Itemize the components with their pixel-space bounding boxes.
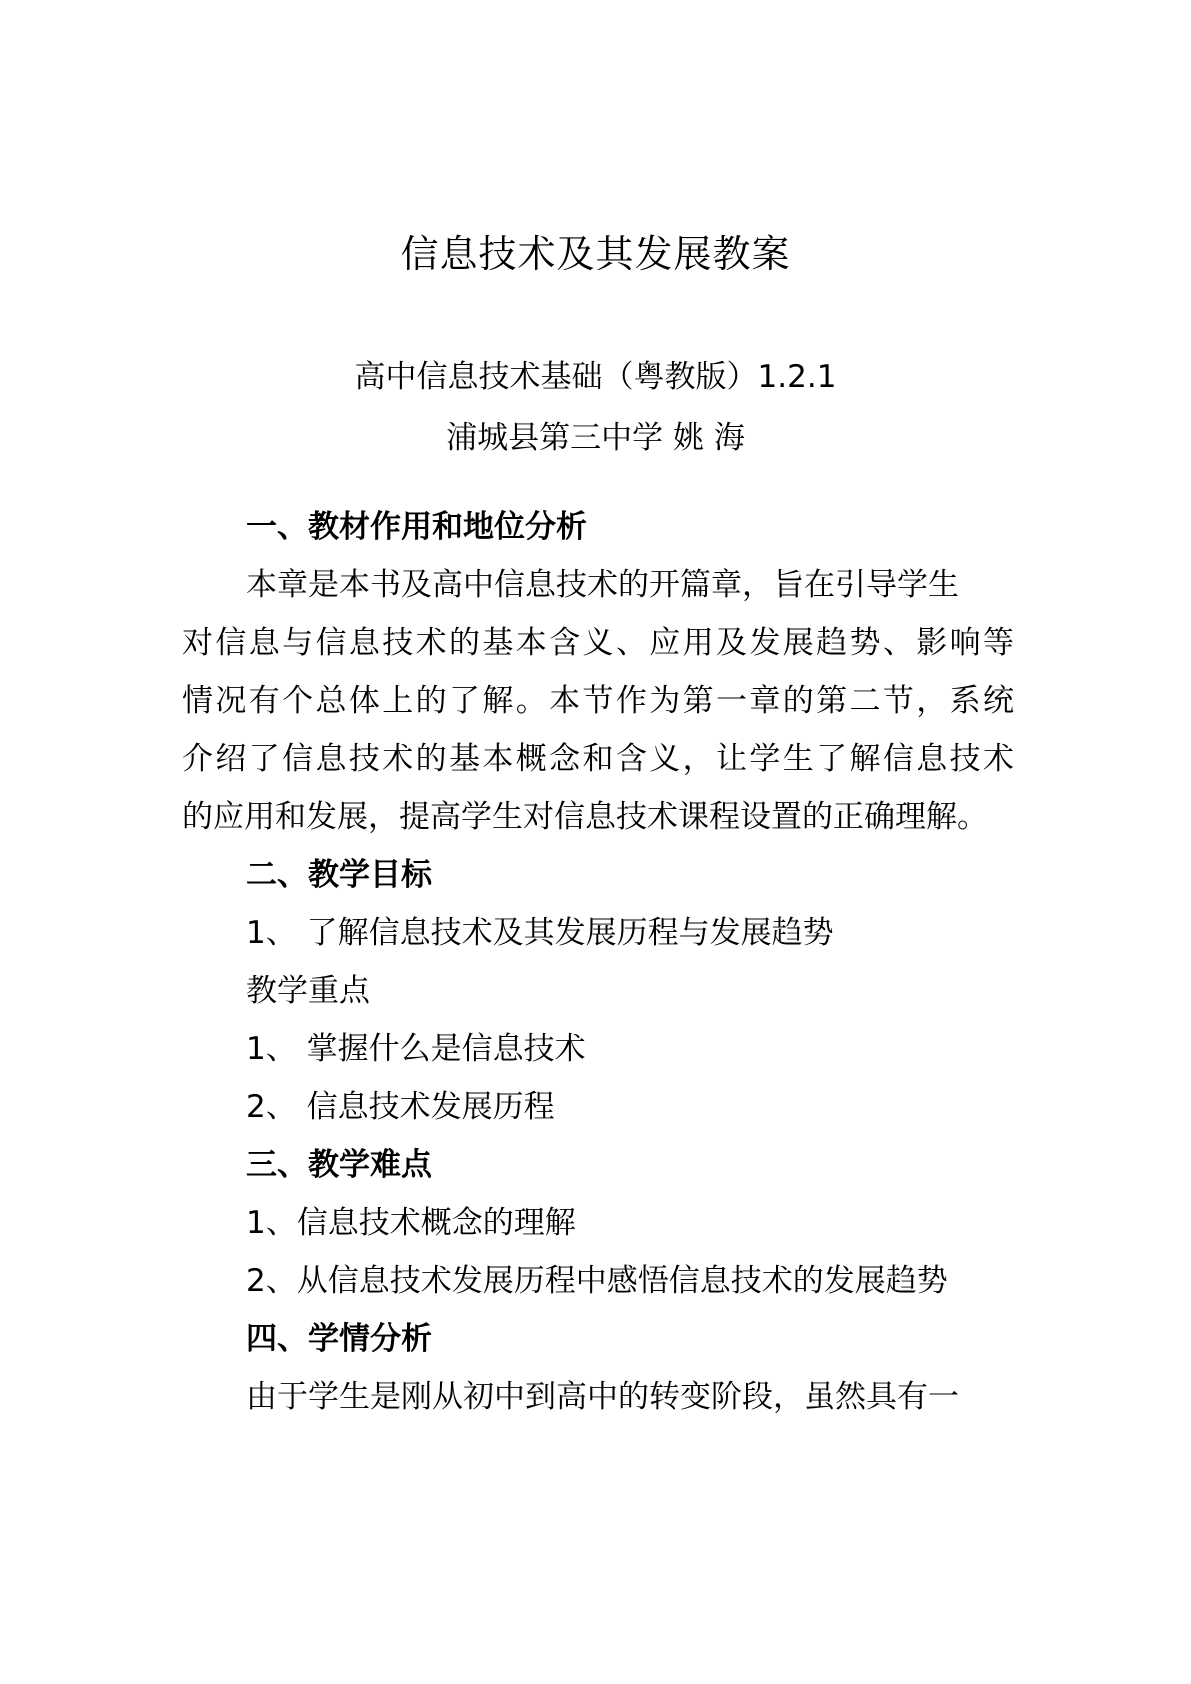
- section-heading: 四、学情分析: [246, 1321, 432, 1357]
- subheading-label: 教学重点: [246, 973, 370, 1009]
- paragraph-line: 的应用和发展，提高学生对信息技术课程设置的正确理解。: [182, 799, 988, 835]
- list-item: 2、 信息技术发展历程: [246, 1089, 555, 1125]
- paragraph-line: 对信息与信息技术的基本含义、应用及发展趋势、影响等: [182, 625, 1014, 661]
- section-heading: 一、教材作用和地位分析: [246, 509, 587, 545]
- list-item: 1、 掌握什么是信息技术: [246, 1031, 586, 1067]
- paragraph-line: 情况有个总体上的了解。本节作为第一章的第二节，系统: [182, 683, 1014, 719]
- course-subtitle: 高中信息技术基础（粤教版）1.2.1: [354, 359, 837, 395]
- list-item: 1、 了解信息技术及其发展历程与发展趋势: [246, 915, 834, 951]
- section-heading: 二、教学目标: [246, 857, 432, 893]
- document-title: 信息技术及其发展教案: [400, 232, 791, 276]
- paragraph-line: 本章是本书及高中信息技术的开篇章，旨在引导学生: [246, 567, 959, 603]
- list-item: 1、信息技术概念的理解: [246, 1205, 576, 1241]
- list-item: 2、从信息技术发展历程中感悟信息技术的发展趋势: [246, 1263, 948, 1299]
- paragraph-line: 介绍了信息技术的基本概念和含义，让学生了解信息技术: [182, 741, 1014, 777]
- author-line: 浦城县第三中学 姚 海: [446, 420, 745, 456]
- paragraph-line: 由于学生是刚从初中到高中的转变阶段，虽然具有一: [246, 1379, 959, 1415]
- section-heading: 三、教学难点: [246, 1147, 432, 1183]
